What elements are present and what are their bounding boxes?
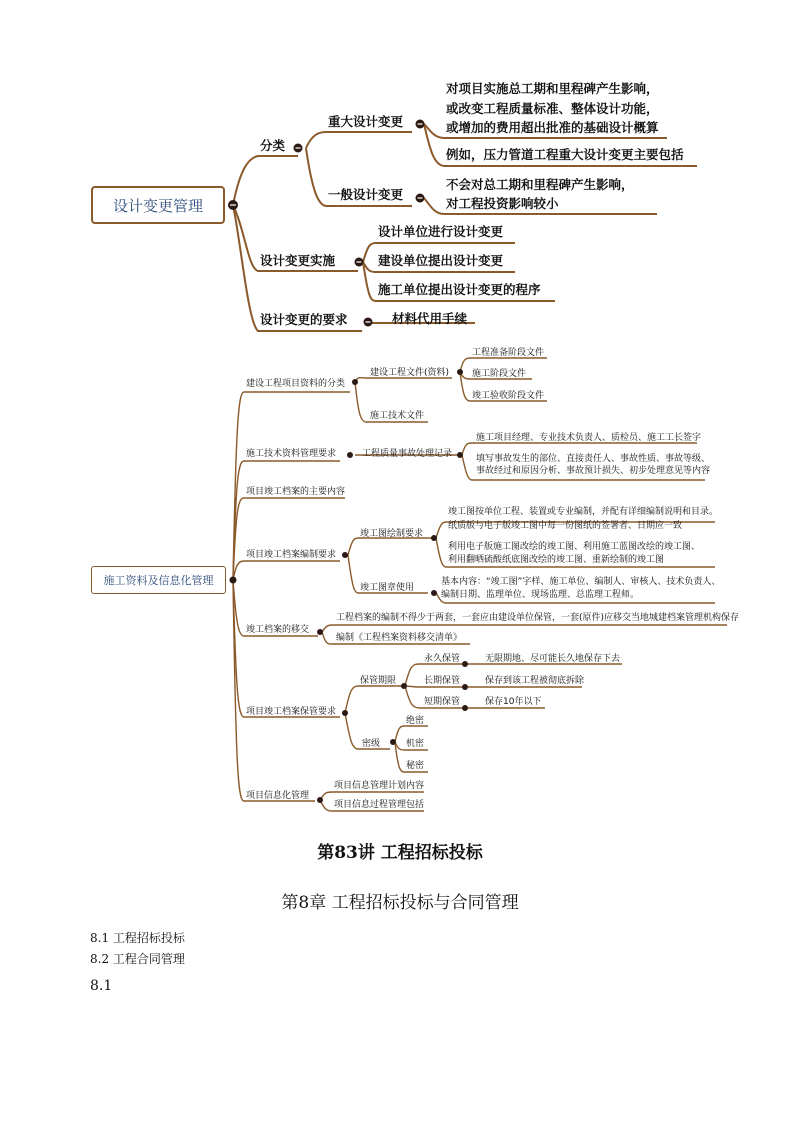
node-b7b: 项目信息过程管理包括: [334, 800, 425, 810]
node-b4b1b: 编制日期、监理单位、现场监理、总监理工程师。: [441, 590, 640, 600]
node-general-change[interactable]: 一般设计变更: [328, 187, 404, 202]
node-impl-1: 设计单位进行设计变更: [378, 224, 504, 239]
node-b6b2: 机密: [406, 739, 425, 749]
node-b1b: 施工技术文件: [370, 411, 425, 421]
node-b2a2b: 事故经过和原因分析、事故预计损失、初步处理意见等内容: [476, 466, 711, 476]
node-b6b1: 绝密: [406, 716, 425, 726]
node-b6a3[interactable]: 短期保管: [424, 697, 461, 707]
node-b4a2a: 利用电子版施工图改绘的竣工图、利用施工蓝图改绘的竣工图、: [448, 542, 701, 552]
node-b6[interactable]: 项目竣工档案保管要求: [246, 707, 337, 717]
node-b6b3: 秘密: [406, 761, 425, 771]
node-b1a[interactable]: 建设工程文件(资料): [370, 368, 450, 378]
node-b6a2d: 保存到该工程被彻底拆除: [485, 676, 585, 686]
node-b6a1d: 无限期地、尽可能长久地保存下去: [485, 654, 621, 664]
node-req-1: 材料代用手续: [392, 311, 468, 326]
node-b5[interactable]: 竣工档案的移交: [246, 625, 310, 635]
toc-item[interactable]: 8.1 工程招标投标: [90, 931, 185, 945]
toc-item[interactable]: 8.2 工程合同管理: [90, 952, 185, 966]
section-number: 8.1: [90, 978, 113, 994]
node-major-desc-3: 或增加的费用超出批准的基础设计概算: [446, 120, 659, 135]
node-b6a2[interactable]: 长期保管: [424, 676, 461, 686]
node-b3: 项目竣工档案的主要内容: [246, 487, 346, 497]
node-major-desc-2: 或改变工程质量标准、整体设计功能，: [446, 101, 659, 116]
node-b1[interactable]: 建设工程项目资料的分类: [246, 379, 346, 389]
node-b1a1: 工程准备阶段文件: [472, 348, 545, 358]
node-b1a2: 施工阶段文件: [472, 369, 527, 379]
node-b5a: 工程档案的编制不得少于两套，一套应由建设单位保管，一套(原件)应移交当地城建档案管理机构保存: [336, 613, 740, 623]
node-impl-3: 施工单位提出设计变更的程序: [378, 282, 541, 297]
node-b4[interactable]: 项目竣工档案编制要求: [246, 550, 337, 560]
node-b2a[interactable]: 工程质量事故处理记录: [362, 449, 453, 459]
node-b2a1: 施工项目经理、专业技术负责人、质检员、施工工长签字: [476, 433, 702, 443]
node-b5b: 编制《工程档案资料移交清单》: [336, 633, 463, 643]
node-b6b[interactable]: 密级: [362, 739, 381, 749]
node-requirements[interactable]: 设计变更的要求: [260, 312, 348, 327]
node-major-desc-1: 对项目实施总工期和里程碑产生影响，: [446, 81, 659, 96]
node-b4b[interactable]: 竣工图章使用: [360, 583, 415, 593]
node-b6a1[interactable]: 永久保管: [424, 654, 461, 664]
node-major-change[interactable]: 重大设计变更: [328, 114, 404, 129]
node-major-example: 例如，压力管道工程重大设计变更主要包括: [446, 147, 684, 162]
chapter-title: 第8章 工程招标投标与合同管理: [281, 893, 519, 913]
lecture-title: 第83讲 工程招标投标: [317, 843, 483, 863]
node-b1a3: 竣工验收阶段文件: [472, 391, 545, 401]
node-b6a3d: 保存10年以下: [485, 697, 542, 707]
node-b7a: 项目信息管理计划内容: [334, 781, 425, 791]
node-b4a1b: 纸质版与电子版竣工图中每一份图纸的签署者、日期应一致: [448, 521, 683, 531]
node-b4a2b: 利用翻晒硫酸纸底图改绘的竣工图、重新绘制的竣工图: [448, 555, 665, 565]
mind-map-root-design-change[interactable]: 设计变更管理: [91, 186, 225, 224]
node-implementation[interactable]: 设计变更实施: [260, 253, 336, 268]
node-b7[interactable]: 项目信息化管理: [246, 791, 310, 801]
node-general-desc-1: 不会对总工期和里程碑产生影响，: [446, 177, 634, 192]
node-b2[interactable]: 施工技术资料管理要求: [246, 449, 337, 459]
node-general-desc-2: 对工程投资影响较小: [446, 196, 559, 211]
node-b6a[interactable]: 保管期限: [360, 676, 397, 686]
mind-map-root-construction-info[interactable]: 施工资料及信息化管理: [91, 566, 226, 594]
node-b4a1a: 竣工图按单位工程、装置或专业编制，并配有详细编制说明和目录。: [448, 507, 719, 517]
node-b4b1a: 基本内容：“竣工图”字样、施工单位、编制人、审核人、技术负责人、: [441, 577, 721, 587]
node-b2a2a: 填写事故发生的部位、直接责任人、事故性质、事故等级、: [476, 454, 711, 464]
node-impl-2: 建设单位提出设计变更: [378, 253, 504, 268]
node-category[interactable]: 分类: [260, 138, 286, 153]
node-b4a[interactable]: 竣工图绘制要求: [360, 529, 424, 539]
